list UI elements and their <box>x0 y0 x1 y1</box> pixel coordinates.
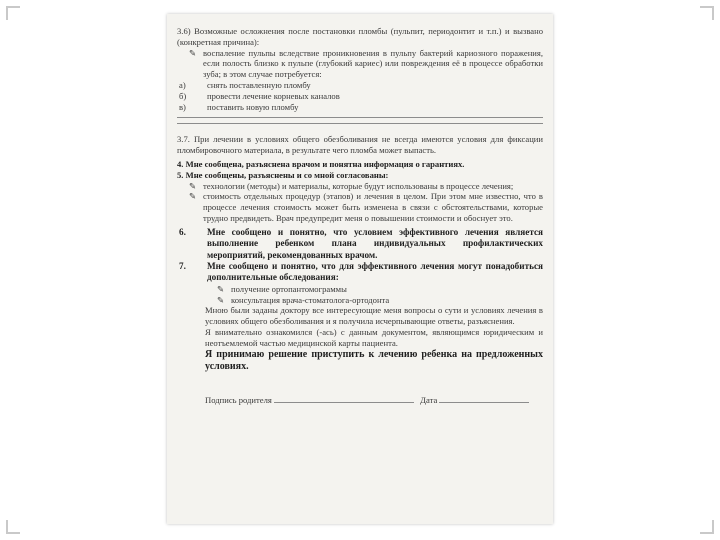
paragraph-5-bullet-2: ✎ стоимость отдельных процедур (этапов) и лечения в целом. При этом мне известно, что в процессе лечения стоимость может быть изменена в связи с обстоятельствами, которые трудно предвидеть. Врач предупредит меня о повышении стоимости и обоснует это. <box>189 191 543 223</box>
paragraph-5-bullet-1: ✎ технологии (методы) и материалы, которые будут использованы в процессе лечения; <box>189 180 514 191</box>
paragraph-6: 6. Мне сообщено и понятно, что условием эффективного лечения является выполнение ребенком плана индивидуальных профилактических мероприятий, рекомендованных врачом. <box>179 226 543 260</box>
frame-corner-top-left <box>6 6 20 20</box>
pencil-bullet-icon: ✎ <box>189 180 197 191</box>
date-line[interactable] <box>439 394 529 403</box>
signature-label: Подпись родителя <box>205 394 272 405</box>
option-c: в) поставить новую пломбу <box>179 101 299 112</box>
option-a: а) снять поставленную пломбу <box>179 79 311 90</box>
paragraph-5: 5. Мне сообщены, разъяснены и со мной согласованы: <box>177 169 389 180</box>
signature-line[interactable] <box>274 394 414 403</box>
paragraph-7: 7. Мне сообщено и понятно, что для эффективного лечения могут понадобиться дополнительные обследования: <box>179 260 543 283</box>
paragraph-acknowledgement: Я внимательно ознакомился (-ась) с данным документом, являющимся юридическим и неотъемлемой частью медицинской карты пациента. <box>205 326 543 348</box>
frame-corner-top-right <box>700 6 714 20</box>
blank-line-1 <box>177 117 543 118</box>
scanned-consent-document <box>167 14 553 524</box>
paragraph-7-bullet-1: ✎ получение ортопантомограммы <box>217 283 347 294</box>
section-3-6-intro: 3.6) Возможные осложнения после постановки пломбы (пульпит, периодонтит и т.п.) и вызвано (конкретная причина): <box>177 26 543 47</box>
option-b: б) провести лечение корневых каналов <box>179 90 340 101</box>
decision-statement: Я принимаю решение приступить к лечению ребенка на предложенных условиях. <box>205 348 543 373</box>
blank-line-2 <box>177 123 543 124</box>
frame-corner-bottom-left <box>6 520 20 534</box>
paragraph-7-bullet-2: ✎ консультация врача-стоматолога-ортодонта <box>217 294 390 305</box>
paragraph-4: 4. Мне сообщена, разъяснена врачом и понятна информация о гарантиях. <box>177 158 465 169</box>
pencil-bullet-icon: ✎ <box>217 283 225 294</box>
section-3-6-bullet: ✎ воспаление пульпы вследствие проникновения в пульпу бактерий кариозного поражения, если полость близко к пульпе (глубокий кариес) или повреждения её в процессе обработки зуба; в этом случае потребуется: <box>189 47 543 80</box>
pencil-bullet-icon: ✎ <box>217 294 225 305</box>
date-label: Дата <box>420 394 438 405</box>
section-3-7: 3.7. При лечении в условиях общего обезболивания не всегда имеются условия для фиксации пломбировочного материала, в результате чего пломба может выпасть. <box>177 134 543 156</box>
signature-row <box>177 394 543 406</box>
document-content <box>177 26 543 405</box>
pencil-bullet-icon: ✎ <box>189 191 197 202</box>
pencil-bullet-icon: ✎ <box>189 47 197 58</box>
paragraph-questions: Мною были заданы доктору все интересующие меня вопросы о сути и условиях лечения в условиях общего обезболивания и я получила исчерпывающие ответы, разъяснения. <box>205 305 543 327</box>
frame-corner-bottom-right <box>700 520 714 534</box>
